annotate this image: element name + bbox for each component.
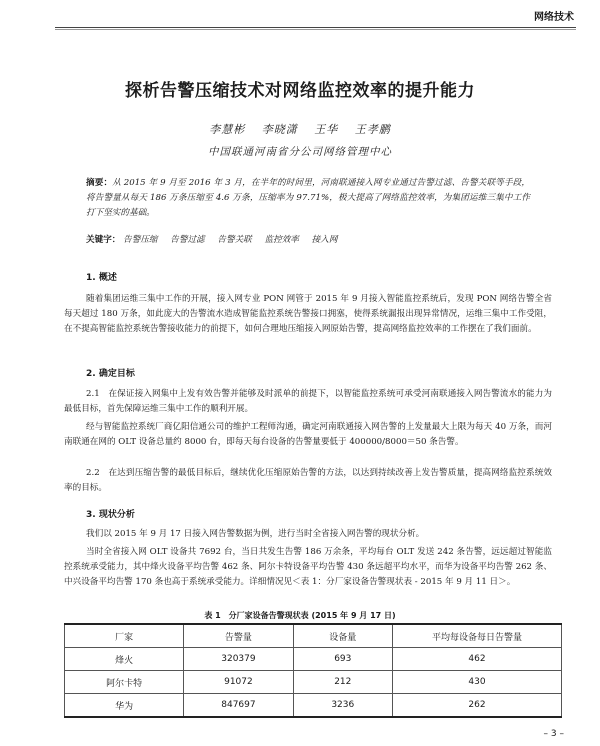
author-name: 王孝鹏: [354, 123, 391, 136]
table-cell: 462: [392, 648, 561, 671]
paragraph-goal-2-2: 2.2 在达到压缩告警的最低目标后，继续优化压缩原始告警的方法，以达到持续改善上发告警质量，提高网络监控系统效率的目标。: [64, 468, 552, 493]
author-name: 李晓潇: [261, 123, 298, 136]
paragraph-analysis-detail: 当时全省接入网 OLT 设备共 7692 台，当日共发生告警 186 万余条，平均每台 OLT 发送 242 条告警，远远超过智能监控系统承受能力，其中烽火设备平均告警 462 条、阿尔卡特设备平均告警 430 条远超平均水平，而华为设备平均告警 262 条、中兴设备平均告警 170 条也高于系统承受能力。详细情况见＜表 1：分厂家设备告警现状表 - 2015 年 9 月 11 日＞。: [64, 547, 552, 587]
keywords-label: 关键字：: [86, 235, 121, 245]
column-header: 设备量: [293, 624, 392, 648]
section-heading-analysis: 3. 现状分析: [86, 510, 135, 520]
header-rule: [55, 27, 576, 28]
table-cell: 华为: [65, 694, 184, 718]
keywords: [86, 233, 530, 245]
table-cell: 212: [293, 671, 392, 694]
section-heading-overview: 1. 概述: [86, 273, 117, 283]
abstract-text: 从 2015 年 9 月至 2016 年 3 月，在半年的时间里，河南联通接入网专业通过告警过滤、告警关联等手段，将告警量从每天 186 万条压缩至 4.6 万条，压缩率为 97.71%，极大提高了网络监控效率，为集团运维三集中工作打下坚实的基础。: [86, 178, 530, 218]
column-header: 平均每设备每日告警量: [392, 624, 561, 648]
table-cell: 847697: [184, 694, 293, 718]
article-title: 探析告警压缩技术对网络监控效率的提升能力: [125, 81, 475, 101]
table-cell: 430: [392, 671, 561, 694]
keyword: 告警过滤: [170, 235, 205, 245]
table-cell: 262: [392, 694, 561, 718]
paragraph-goal-detail: 经与智能监控系统厂商亿阳信通公司的维护工程师沟通，确定河南联通接入网告警的上发量最大上限为每天 40 万条，而河南联通在网的 OLT 设备总量约 8000 台，即每天每台设备的告警量要低于 400000/8000＝50 条告警。: [64, 422, 552, 447]
keyword: 监控效率: [264, 235, 299, 245]
table-cell: 91072: [184, 671, 293, 694]
affiliation: 中国联通河南省分公司网络管理中心: [208, 146, 392, 158]
abstract-label: 摘要：: [86, 178, 113, 188]
table-cell: 320379: [184, 648, 293, 671]
paragraph-goal-2-1: 2.1 在保证接入网集中上发有效告警并能够及时派单的前提下，以智能监控系统可承受河南联通接入网告警流水的能力为最低目标，首先保障运维三集中工作的顺利开展。: [64, 389, 552, 414]
table-header-row: [65, 624, 562, 648]
author-name: 李慧彬: [209, 123, 246, 136]
table-row: [65, 671, 562, 694]
section-label: 网络技术: [534, 12, 574, 23]
column-header: 厂家: [65, 624, 184, 648]
table-cell: 阿尔卡特: [65, 671, 184, 694]
table-row: [65, 694, 562, 718]
paragraph-overview: 随着集团运维三集中工作的开展，接入网专业 PON 网管于 2015 年 9 月接入智能监控系统后，发现 PON 网络告警全省每天超过 180 万条，如此庞大的告警流水造成智能监控系统告警接口拥塞，使得系统漏报出现异常情况，运维三集中工作受阻，在不提高智能监控系统告警接收能力的前提下，如何合理地压缩接入网原始告警，提高网络监控效率的工作摆在了我们面前。: [64, 294, 552, 334]
table-cell: 693: [293, 648, 392, 671]
table-cell: 3236: [293, 694, 392, 718]
table-row: [65, 648, 562, 671]
paragraph-analysis-intro: 我们以 2015 年 9 月 17 日接入网告警数据为例，进行当时全省接入网告警的现状分析。: [86, 529, 425, 539]
vendor-alarm-table: [64, 623, 562, 718]
page-number: – 3 –: [543, 729, 564, 739]
keyword: 接入网: [311, 235, 338, 245]
header-rule-secondary: [55, 29, 576, 30]
column-header: 告警量: [184, 624, 293, 648]
keyword: 告警关联: [217, 235, 252, 245]
author-list: [0, 121, 600, 137]
abstract: [86, 176, 530, 221]
author-name: 王华: [314, 123, 339, 136]
table-caption: 表 1 分厂家设备告警现状表 (2015 年 9 月 17 日): [204, 611, 396, 620]
keyword: 告警压缩: [123, 235, 158, 245]
section-heading-goals: 2. 确定目标: [86, 369, 135, 379]
table-cell: 烽火: [65, 648, 184, 671]
